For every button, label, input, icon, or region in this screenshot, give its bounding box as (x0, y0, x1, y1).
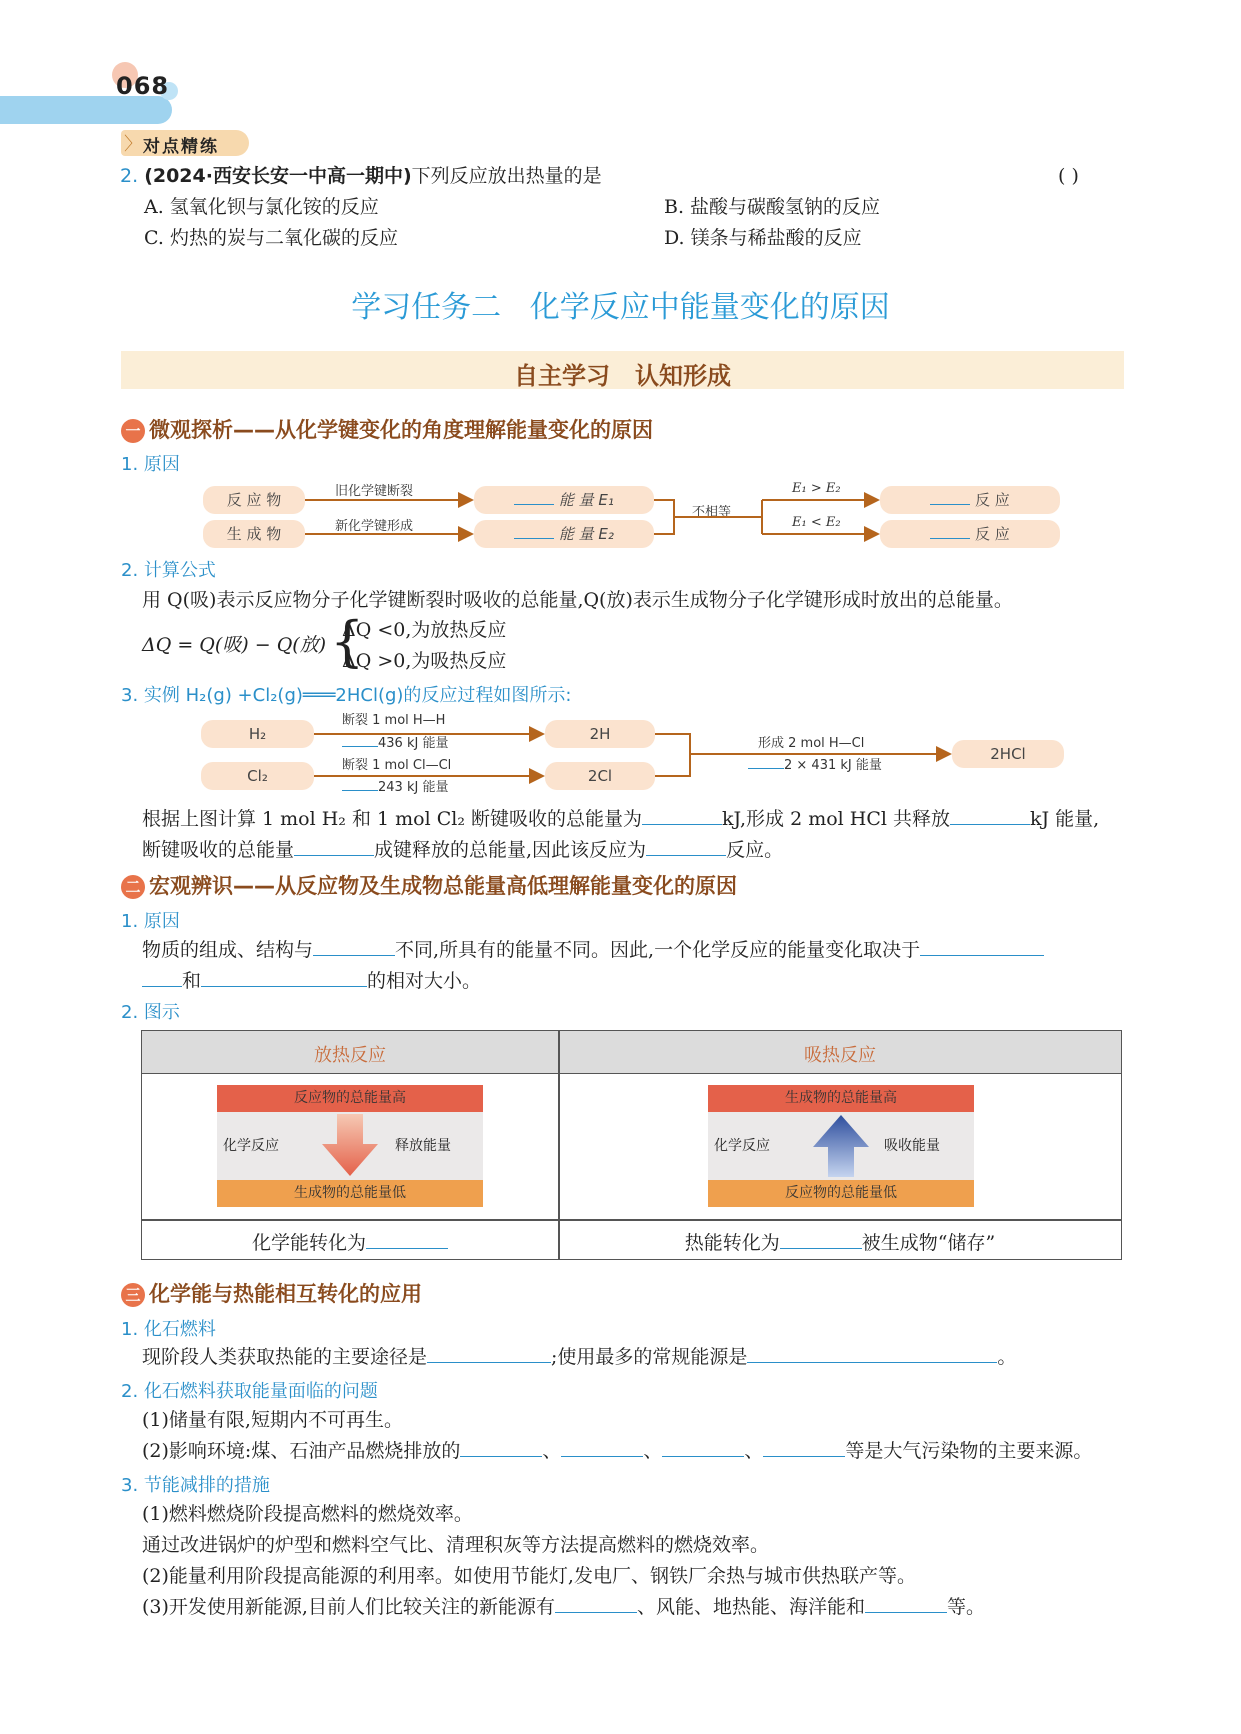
sec3-h3: 3. 节能减排的措施 (121, 1475, 270, 1496)
up-arrow-icon (811, 1115, 871, 1179)
sec3-p2-d: 、 (744, 1440, 764, 1462)
exo-graphic (217, 1085, 483, 1207)
option-a: A. 氢氧化钡与氯化铵的反应 (144, 196, 379, 218)
calc-line-2-b: 成键释放的总能量,因此该反应为 (374, 839, 647, 861)
sec3-p2-b: 、 (542, 1440, 562, 1462)
energy1-label: 能 量 E₁ (558, 491, 614, 509)
blank-pollutant-1[interactable] (460, 1438, 542, 1457)
blank-form-total[interactable] (950, 806, 1030, 825)
sec1-h2: 2. 计算公式 (121, 560, 216, 581)
cond1-label: E₁ > E₂ (792, 481, 841, 496)
section-3-badge: 三 (121, 1283, 145, 1307)
energy-cl-value: 243 kJ 能量 (378, 780, 449, 795)
calc-line-1-b: kJ,形成 2 mol HCl 共释放 (721, 808, 951, 830)
hcl-diagram-arrows (0, 0, 1241, 820)
down-arrow-icon (320, 1114, 380, 1178)
sec3-line-1-a: 现阶段人类获取热能的主要途径是 (142, 1346, 428, 1368)
blank-compare[interactable] (294, 837, 374, 856)
sec3-m3-c: 等。 (946, 1596, 985, 1618)
sec2-line-2-a: 和 (182, 970, 202, 992)
calc-line-1-c: kJ 能量, (1030, 808, 1100, 830)
calc-line-2 (142, 837, 783, 863)
section-2-badge: 二 (121, 875, 145, 899)
sec3-p1: (1)储量有限,短期内不可再生。 (142, 1409, 403, 1431)
sec3-m3-a: (3)开发使用新能源,目前人们比较关注的新能源有 (142, 1596, 555, 1618)
table-col-exo: 放热反应 (314, 1045, 386, 1066)
blank-depends-2[interactable] (201, 968, 367, 987)
blank-new-energy-2[interactable] (865, 1594, 947, 1613)
sec3-p2 (142, 1438, 1092, 1464)
question-number: 2. (120, 165, 139, 187)
sec2-line-2-b: 的相对大小。 (367, 970, 482, 992)
sec2-line-1-b: 不同,所具有的能量不同。因此,一个化学反应的能量变化取决于 (395, 939, 921, 961)
calc-line-1-a: 根据上图计算 1 mol H₂ 和 1 mol Cl₂ 断键吸收的总能量为 (142, 808, 642, 830)
practice-tag-chevron: 〉 (124, 134, 142, 155)
blank-depends-1b[interactable] (142, 968, 182, 987)
blank-break-total[interactable] (642, 806, 722, 825)
section-1-title: 微观探析——从化学键变化的角度理解能量变化的原因 (149, 418, 653, 442)
break-h-label: 断裂 1 mol H—H (342, 713, 446, 728)
section-3-heading (121, 1278, 422, 1308)
sec3-h2: 2. 化石燃料获取能量面临的问题 (121, 1381, 378, 1402)
calc-line-1 (142, 806, 1099, 832)
question-source: (2024·西安长安一中高一期中) (144, 165, 412, 187)
option-b: B. 盐酸与碳酸氢钠的反应 (664, 196, 881, 218)
sec2-line-2 (142, 968, 481, 994)
option-c: C. 灼热的炭与二氧化碳的反应 (144, 227, 398, 249)
h2-pill: H₂ (201, 720, 314, 748)
blank-pollutant-2[interactable] (561, 1438, 643, 1457)
self-study-title: 自主学习 认知形成 (513, 362, 732, 390)
sec3-line-1-c: 。 (997, 1346, 1017, 1368)
calc-line-2-a: 断键吸收的总能量 (142, 839, 295, 861)
sec3-p2-a: (2)影响环境:煤、石油产品燃烧排放的 (142, 1440, 461, 1462)
practice-tag-label: 对点精练 (143, 137, 219, 157)
energy-h-value: 436 kJ 能量 (378, 736, 449, 751)
sec1-h1: 1. 原因 (121, 454, 180, 475)
blank-main-source[interactable] (747, 1344, 997, 1363)
table-foot-endo-b: 被生成物“储存” (861, 1232, 996, 1254)
endo-top: 生成物的总能量高 (708, 1085, 974, 1112)
atom-cl-pill: 2Cl (545, 762, 655, 790)
energy2-label: 能 量 E₂ (558, 525, 614, 543)
reactant-pill: 反 应 物 (203, 486, 305, 514)
break-cl-label: 断裂 1 mol Cl—Cl (342, 758, 452, 773)
result1-label: 反 应 (975, 491, 1010, 509)
sec2-line-1 (142, 937, 1044, 963)
blank-new-energy-1[interactable] (555, 1594, 637, 1613)
energy-hcl-value: 2 × 431 kJ 能量 (784, 758, 882, 773)
form-label: 新化学键形成 (335, 519, 414, 534)
endo-bottom: 反应物的总能量低 (708, 1180, 974, 1207)
table-foot-exo (142, 1230, 558, 1256)
table-col-endo: 吸热反应 (804, 1045, 876, 1066)
blank-exo-energy[interactable] (366, 1230, 448, 1249)
sec3-m3 (142, 1594, 985, 1620)
sec1-h3: 3. 实例 H₂(g) +Cl₂(g)═══2HCl(g)的反应过程如图所示: (121, 685, 572, 706)
answer-paren: ( ) (1058, 165, 1079, 187)
blank-composition[interactable] (313, 937, 395, 956)
exo-right: 释放能量 (395, 1138, 451, 1154)
sec2-line-1-a: 物质的组成、结构与 (142, 939, 314, 961)
cond2-label: E₁ < E₂ (792, 515, 841, 530)
option-d: D. 镁条与稀盐酸的反应 (664, 227, 862, 249)
result2-label: 反 应 (975, 525, 1010, 543)
blank-main-way[interactable] (427, 1344, 551, 1363)
blank-depends-1a[interactable] (920, 937, 1044, 956)
sec2-h2: 2. 图示 (121, 1002, 180, 1023)
exo-top: 反应物的总能量高 (217, 1085, 483, 1112)
formula-brace: { (330, 610, 365, 673)
hcl-pill: 2HCl (952, 740, 1064, 768)
sec3-h1: 1. 化石燃料 (121, 1319, 216, 1340)
cl2-pill: Cl₂ (201, 762, 314, 790)
blank-endo-energy[interactable] (780, 1230, 862, 1249)
table-foot-endo (560, 1230, 1120, 1256)
question-stem: 下列反应放出热量的是 (411, 165, 602, 187)
form-hcl-label: 形成 2 mol H—Cl (758, 736, 865, 751)
calc-line-2-c: 反应。 (726, 839, 784, 861)
section-2-heading (121, 870, 737, 900)
endo-left: 化学反应 (714, 1138, 770, 1154)
sec3-m1: (1)燃料燃烧阶段提高燃料的燃烧效率。 (142, 1503, 473, 1525)
section-3-title: 化学能与热能相互转化的应用 (149, 1282, 422, 1306)
sec3-p2-c: 、 (643, 1440, 663, 1462)
sec3-line-1-b: ;使用最多的常规能源是 (551, 1346, 748, 1368)
energy-table (141, 1030, 1122, 1260)
sec3-m3-b: 、风能、地热能、海洋能和 (636, 1596, 865, 1618)
atom-h-pill: 2H (545, 720, 655, 748)
sec2-h1: 1. 原因 (121, 911, 180, 932)
formula-lhs: ΔQ = Q(吸) − Q(放) (142, 634, 327, 656)
endo-graphic (708, 1085, 974, 1207)
table-foot-line (142, 1219, 1121, 1221)
table-foot-endo-a: 热能转化为 (684, 1232, 780, 1254)
sec3-m1b: 通过改进锅炉的炉型和燃料空气比、清理积灰等方法提高燃料的燃烧效率。 (142, 1534, 770, 1556)
unequal-label: 不相等 (692, 505, 732, 520)
endo-right: 吸收能量 (884, 1138, 940, 1154)
sec3-m2: (2)能量利用阶段提高能源的利用率。如使用节能灯,发电厂、钢铁厂余热与城市供热联产等。 (142, 1565, 916, 1587)
section-1-badge: 一 (121, 419, 145, 443)
section-2-title: 宏观辨识——从反应物及生成物总能量高低理解能量变化的原因 (149, 874, 737, 898)
formula-text: 用 Q(吸)表示反应物分子化学键断裂时吸收的总能量,Q(放)表示生成物分子化学键形成时放出的总能量。 (142, 589, 1013, 611)
blank-pollutant-3[interactable] (662, 1438, 744, 1457)
blank-reaction-type[interactable] (646, 837, 726, 856)
sec3-p2-e: 等是大气污染物的主要来源。 (845, 1440, 1093, 1462)
exo-left: 化学反应 (223, 1138, 279, 1154)
formula-case-2: ΔQ >0,为吸热反应 (342, 650, 507, 672)
table-foot-exo-text: 化学能转化为 (251, 1232, 366, 1254)
task-title: 学习任务二 化学反应中能量变化的原因 (351, 290, 890, 325)
product-pill: 生 成 物 (203, 520, 305, 548)
page-number: 068 (116, 72, 170, 100)
exo-bottom: 生成物的总能量低 (217, 1180, 483, 1207)
blank-pollutant-4[interactable] (763, 1438, 845, 1457)
formula-case-1: ΔQ <0,为放热反应 (342, 619, 507, 641)
break-label: 旧化学键断裂 (335, 484, 414, 499)
sec3-line-1 (142, 1344, 1016, 1370)
